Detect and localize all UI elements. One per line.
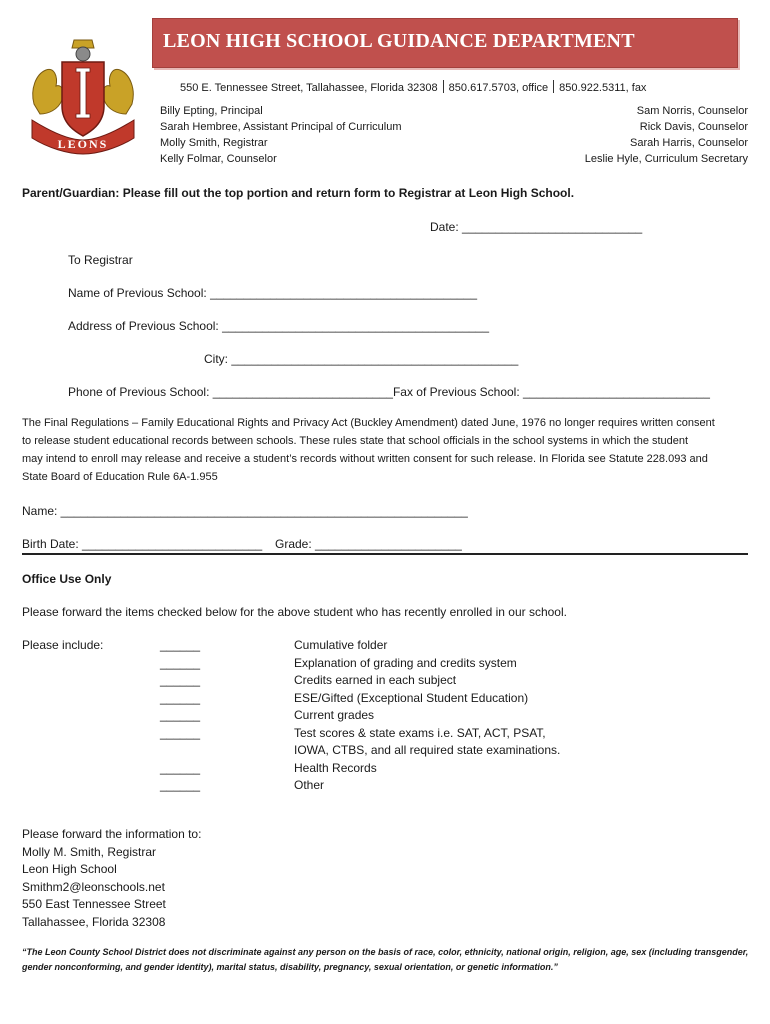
to-registrar-label: To Registrar	[68, 253, 133, 267]
staff-entry: Rick Davis, Counselor	[639, 121, 748, 133]
phone-fax-fields[interactable]: Phone of Previous School: ___________________________Fax of Previous School: ____________________________	[68, 385, 710, 399]
previous-school-name-field[interactable]: Name of Previous School: ________________________________________	[68, 286, 478, 300]
spacer	[160, 742, 200, 760]
staff-entry: Sarah Hembree, Assistant Principal of Curriculum	[160, 121, 402, 133]
please-include-label: Please include:	[22, 638, 104, 652]
registrar-email: Smithm2@leonschools.net	[22, 879, 165, 894]
contact-line	[180, 80, 646, 94]
staff-list-left	[160, 103, 401, 167]
section-divider	[22, 553, 748, 555]
birth-date-field[interactable]: Birth Date: ___________________________	[22, 537, 263, 551]
staff-entry: Billy Epting, Principal	[160, 105, 263, 117]
checkbox-blank[interactable]: ______	[160, 655, 201, 670]
regulation-line: to release student educational records between schools. These rules state that school officials in the school systems in which the student	[22, 435, 689, 447]
list-item: Explanation of grading and credits system	[294, 655, 517, 670]
list-item: Test scores & state exams i.e. SAT, ACT, PSAT,	[294, 725, 546, 740]
staff-entry: Leslie Hyle, Curriculum Secretary	[584, 153, 748, 165]
checkbox-blank[interactable]: ______	[160, 778, 201, 792]
forward-to-line: Molly M. Smith, Registrar	[22, 844, 157, 859]
forward-to-line: Please forward the information to:	[22, 827, 202, 841]
forward-instruction: Please forward the items checked below for the above student who has recently enrolled in our school.	[22, 605, 567, 619]
grade-field[interactable]: Grade: ______________________	[275, 537, 462, 551]
forward-to-line: Tallahassee, Florida 32308	[22, 914, 166, 929]
staff-entry: Sam Norris, Counselor	[636, 105, 748, 117]
staff-entry: Sarah Harris, Counselor	[630, 137, 748, 149]
footer-line: “The Leon County School District does not discriminate against any person on the basis of race, color, ethnicity, national origin, religion, age, sex (including transgender,	[22, 947, 749, 957]
city-field[interactable]: City: ___________________________________________	[204, 352, 519, 366]
ferpa-regulations	[22, 414, 752, 486]
office-use-heading: Office Use Only	[22, 572, 112, 586]
checkbox-blank[interactable]: ______	[160, 725, 201, 740]
previous-school-address-field[interactable]: Address of Previous School: ________________________________________	[68, 319, 490, 333]
forward-to-block	[22, 826, 201, 931]
nondiscrimination-statement	[22, 945, 752, 975]
regulation-line: may intend to enroll may release and receive a student’s records without written consent for such release. In Florida see Statute 228.093 and	[22, 453, 708, 465]
office-phone: 850.617.5703, office	[448, 82, 549, 94]
checkbox-blank[interactable]: ______	[160, 673, 201, 687]
list-item: Current grades	[294, 708, 375, 722]
forward-to-line: Leon High School	[22, 862, 117, 876]
divider	[443, 80, 444, 93]
page-title: LEON HIGH SCHOOL GUIDANCE DEPARTMENT	[163, 30, 635, 52]
school-crest-logo	[28, 34, 138, 156]
regulation-line: State Board of Education Rule 6A-1.955	[22, 471, 218, 483]
footer-line: gender nonconforming, and gender identity), marital status, disability, pregnancy, sexual orientation, or genetic information.”	[22, 962, 558, 972]
divider	[553, 80, 554, 93]
staff-entry: Molly Smith, Registrar	[160, 137, 268, 149]
logo-ribbon-text: LEONS	[57, 137, 109, 151]
list-item: ESE/Gifted (Exceptional Student Education)	[294, 690, 529, 705]
staff-list-right	[585, 103, 748, 167]
checkbox-blanks	[160, 637, 200, 795]
regulation-line: The Final Regulations – Family Educational Rights and Privacy Act (Buckley Amendment) dated June, 1976 no longer requires written consent	[22, 417, 715, 429]
school-address: 550 E. Tennessee Street, Tallahassee, Florida 32308	[180, 82, 438, 94]
list-item: Cumulative folder	[294, 638, 388, 652]
staff-entry: Kelly Folmar, Counselor	[160, 153, 277, 165]
records-items-list	[294, 637, 560, 795]
fax-number: 850.922.5311, fax	[559, 82, 647, 94]
list-item: Other	[294, 778, 325, 792]
list-item: Credits earned in each subject	[294, 673, 457, 687]
parent-instruction: Parent/Guardian: Please fill out the top portion and return form to Registrar at Leon High School.	[22, 186, 575, 200]
date-field[interactable]: Date: ___________________________	[430, 220, 643, 234]
forward-to-line: 550 East Tennessee Street	[22, 897, 166, 911]
checkbox-blank[interactable]: ______	[160, 760, 201, 775]
list-item: Health Records	[294, 760, 377, 775]
list-item: IOWA, CTBS, and all required state examinations.	[294, 743, 561, 757]
checkbox-blank[interactable]: ______	[160, 690, 201, 705]
checkbox-blank[interactable]: ______	[160, 708, 201, 722]
student-name-field[interactable]: Name: _____________________________________________________________	[22, 504, 468, 518]
checkbox-blank[interactable]: ______	[160, 638, 201, 652]
